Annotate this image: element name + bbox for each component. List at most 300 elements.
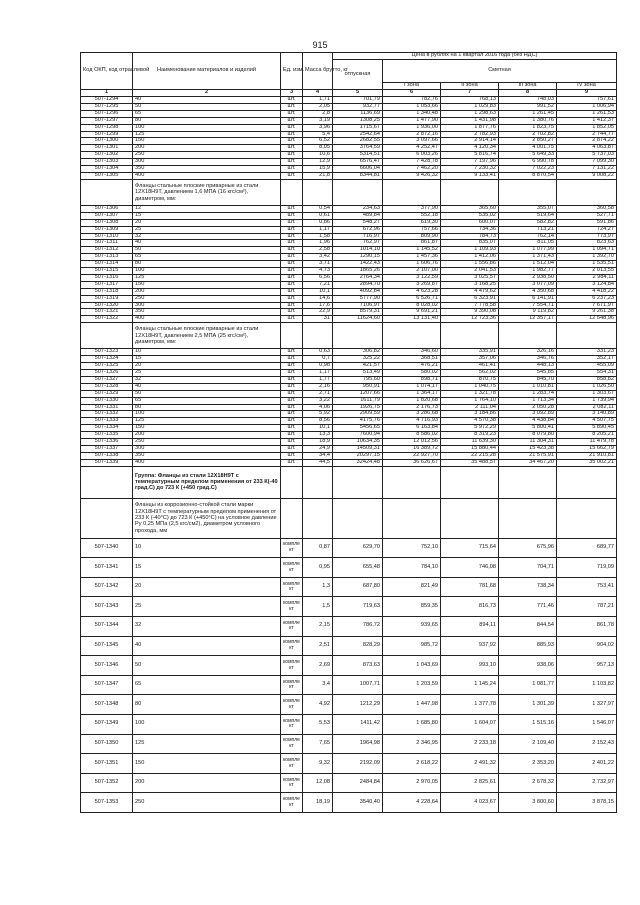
price-zone3: 6 141,91 [499, 295, 557, 302]
price-release: 687,80 [333, 577, 383, 597]
item-name: 100 [133, 268, 281, 275]
item-name: 250 [133, 793, 281, 813]
price-zone1: 861,87 [383, 240, 441, 247]
price-zone2: 1 431,98 [441, 117, 499, 124]
table-row [81, 172, 617, 179]
item-unit: компле кт [281, 773, 303, 793]
column-number: 1 [81, 90, 133, 97]
item-name: 32 [133, 233, 281, 240]
price-zone2: 2 782,93 [441, 131, 499, 138]
item-unit: шт. [281, 131, 303, 138]
item-code: 507-1336 [81, 439, 133, 446]
price-zone1: 1 936,00 [383, 124, 441, 131]
price-release: 950,91 [333, 383, 383, 390]
price-zone1: 13 131,40 [383, 316, 441, 323]
item-unit: шт. [281, 110, 303, 117]
price-zone2: 22 215,28 [441, 452, 499, 459]
price-zone2: 357,06 [441, 356, 499, 363]
item-name: 25 [133, 226, 281, 233]
item-unit: шт. [281, 212, 303, 219]
item-mass: 10,6 [303, 152, 333, 159]
zone4-header: IV зона [557, 83, 617, 90]
price-zone3: 1 380,76 [499, 117, 557, 124]
price-zone4: 3 878,15 [557, 793, 617, 813]
item-name: 125 [133, 131, 281, 138]
table-row [81, 734, 617, 754]
price-zone1: 2 618,22 [383, 754, 441, 774]
item-code: 507-1294 [81, 97, 133, 104]
item-mass: 3,71 [303, 261, 333, 268]
price-zone2: 4 479,62 [441, 288, 499, 295]
item-mass: 31 [303, 316, 333, 323]
price-zone1: 4 623,28 [383, 288, 441, 295]
price-zone4: 1 006,94 [557, 103, 617, 110]
item-name: 65 [133, 397, 281, 404]
price-zone1: 9 426,32 [383, 172, 441, 179]
item-unit: шт. [281, 124, 303, 131]
empty-cell [333, 498, 383, 538]
item-name: 50 [133, 656, 281, 676]
price-zone2: 2 111,04 [441, 404, 499, 411]
price-zone1: 3 122,59 [383, 274, 441, 281]
item-code: 507-1353 [81, 793, 133, 813]
item-code: 507-1316 [81, 274, 133, 281]
price-release: 3540,40 [333, 793, 383, 813]
price-zone1: 6 526,71 [383, 295, 441, 302]
item-unit: шт. [281, 356, 303, 363]
item-mass: 3,96 [303, 124, 333, 131]
item-unit: компле кт [281, 793, 303, 813]
price-release: 795,60 [333, 376, 383, 383]
price-release: 4092,84 [333, 288, 383, 295]
item-code: 507-1338 [81, 452, 133, 459]
item-name: 300 [133, 445, 281, 452]
item-unit: шт. [281, 390, 303, 397]
price-zone1: 1 074,17 [383, 383, 441, 390]
item-unit: шт. [281, 418, 303, 425]
price-zone2: 870,75 [441, 376, 499, 383]
item-code: 507-1300 [81, 138, 133, 145]
empty-cell [303, 466, 333, 498]
item-unit: компле кт [281, 597, 303, 617]
item-mass: 12,08 [303, 773, 333, 793]
item-code: 507-1315 [81, 268, 133, 275]
item-mass: 3,4 [303, 675, 333, 695]
price-zone3: 1 261,45 [499, 110, 557, 117]
price-zone2: 3 184,86 [441, 411, 499, 418]
price-zone3: 1 512,04 [499, 261, 557, 268]
price-zone2: 2 825,61 [441, 773, 499, 793]
item-code [81, 466, 133, 498]
price-zone4: 4 507,75 [557, 418, 617, 425]
item-mass: 24,9 [303, 445, 333, 452]
price-zone1: 12 012,56 [383, 439, 441, 446]
price-zone1: 1 043,69 [383, 656, 441, 676]
price-zone4: 861,78 [557, 617, 617, 637]
price-zone1: 1 364,17 [383, 390, 441, 397]
item-mass: 2,15 [303, 617, 333, 637]
price-zone4: 689,77 [557, 538, 617, 558]
price-release: 1926,75 [333, 404, 383, 411]
price-zone3: 713,21 [499, 226, 557, 233]
price-release: 873,63 [333, 656, 383, 676]
price-zone2: 7 197,96 [441, 159, 499, 166]
price-zone2: 937,92 [441, 636, 499, 656]
price-zone3: 1 301,39 [499, 695, 557, 715]
price-zone1: 757,66 [383, 226, 441, 233]
price-zone1: 3 286,68 [383, 411, 441, 418]
price-zone3: 2 353,20 [499, 754, 557, 774]
column-number: 4 [303, 90, 333, 97]
item-name: 250 [133, 295, 281, 302]
price-zone4: 527,71 [557, 212, 617, 219]
item-code: 507-1301 [81, 145, 133, 152]
price-zone4: 904,02 [557, 636, 617, 656]
price-release: 629,70 [333, 538, 383, 558]
item-unit: шт. [281, 309, 303, 316]
price-zone3: 582,82 [499, 219, 557, 226]
price-zone2: 1 145,24 [441, 675, 499, 695]
item-unit: шт. [281, 145, 303, 152]
price-release: 2542,64 [333, 131, 383, 138]
item-code: 507-1302 [81, 152, 133, 159]
item-unit: шт. [281, 445, 303, 452]
price-zone3: 771,46 [499, 597, 557, 617]
price-zone2: 715,64 [441, 538, 499, 558]
price-zone1: 9 691,21 [383, 309, 441, 316]
price-zone3: 1 081,77 [499, 675, 557, 695]
item-unit: компле кт [281, 754, 303, 774]
price-zone1: 821,49 [383, 577, 441, 597]
price-zone1: 2 872,16 [383, 131, 441, 138]
price-zone3: 1 010,81 [499, 383, 557, 390]
price-zone2: 781,68 [441, 577, 499, 597]
price-zone1: 7 428,78 [383, 159, 441, 166]
price-zone2: 8 319,23 [441, 432, 499, 439]
price-zone3: 1 515,16 [499, 715, 557, 735]
empty-cell [281, 498, 303, 538]
price-zone4: 724,27 [557, 226, 617, 233]
item-code: 507-1313 [81, 254, 133, 261]
empty-cell [303, 179, 333, 205]
price-zone2: 562,02 [441, 370, 499, 377]
price-zone2: 3 168,25 [441, 281, 499, 288]
item-unit: шт. [281, 268, 303, 275]
table-row [81, 793, 617, 813]
item-unit: шт. [281, 452, 303, 459]
price-zone3: 3 092,89 [499, 411, 557, 418]
empty-cell [557, 466, 617, 498]
price-zone4: 7 131,22 [557, 166, 617, 173]
price-zone2: 2 914,14 [441, 138, 499, 145]
item-mass: 3,42 [303, 254, 333, 261]
item-unit: компле кт [281, 675, 303, 695]
item-unit: шт. [281, 226, 303, 233]
price-zone3: 519,64 [499, 212, 557, 219]
price-zone1: 1 457,36 [383, 254, 441, 261]
item-code: 507-1304 [81, 166, 133, 173]
price-release: 11624,60 [333, 316, 383, 323]
item-code: 507-1337 [81, 445, 133, 452]
empty-cell [383, 498, 441, 538]
price-zone3: 738,34 [499, 577, 557, 597]
item-name: 350 [133, 452, 281, 459]
empty-cell [441, 466, 499, 498]
price-zone3: 2 850,27 [499, 138, 557, 145]
price-zone1: 8 028,02 [383, 302, 441, 309]
price-zone2: 1 029,83 [441, 103, 499, 110]
price-zone1: 1 685,80 [383, 715, 441, 735]
item-unit: шт. [281, 166, 303, 173]
item-name: 200 [133, 773, 281, 793]
price-zone4: 35 002,21 [557, 459, 617, 466]
item-code: 507-1344 [81, 617, 133, 637]
price-release: 5314,51 [333, 152, 383, 159]
price-zone4: 554,31 [557, 370, 617, 377]
item-code: 507-1333 [81, 418, 133, 425]
price-zone2: 365,60 [441, 205, 499, 212]
price-zone2: 12 723,36 [441, 316, 499, 323]
item-unit: шт. [281, 172, 303, 179]
price-zone3: 675,96 [499, 538, 557, 558]
price-zone4: 4 063,87 [557, 145, 617, 152]
item-code: 507-1329 [81, 390, 133, 397]
table-row [81, 538, 617, 558]
item-code: 507-1351 [81, 754, 133, 774]
item-name: 32 [133, 376, 281, 383]
price-release: 6576,47 [333, 159, 383, 166]
price-zone3: 545,85 [499, 370, 557, 377]
item-name: 80 [133, 695, 281, 715]
item-name: 125 [133, 274, 281, 281]
price-release: 306,82 [333, 349, 383, 356]
price-zone1: 619,30 [383, 219, 441, 226]
price-zone2: 6 323,91 [441, 295, 499, 302]
item-code: 507-1306 [81, 205, 133, 212]
price-zone1: 782,76 [383, 97, 441, 104]
item-unit: шт. [281, 117, 303, 124]
item-name: 40 [133, 636, 281, 656]
price-release: 828,29 [333, 636, 383, 656]
table-row [81, 754, 617, 774]
item-name: 20 [133, 577, 281, 597]
price-zone2: 4 570,38 [441, 418, 499, 425]
price-zone4: 2 732,97 [557, 773, 617, 793]
item-code: 507-1335 [81, 432, 133, 439]
table-row [81, 675, 617, 695]
empty-cell [333, 323, 383, 349]
item-code [81, 323, 133, 349]
item-mass: 2,71 [303, 390, 333, 397]
price-zone2: 1 377,78 [441, 695, 499, 715]
item-code: 507-1298 [81, 124, 133, 131]
price-zone4: 823,63 [557, 240, 617, 247]
table-row [81, 597, 617, 617]
item-unit: шт. [281, 370, 303, 377]
item-name: 20 [133, 363, 281, 370]
price-zone4: 2 874,22 [557, 138, 617, 145]
item-mass: 12,9 [303, 159, 333, 166]
item-name: 350 [133, 166, 281, 173]
price-zone1: 6 163,84 [383, 425, 441, 432]
item-mass: 18,9 [303, 439, 333, 446]
price-zone2: 9 390,08 [441, 309, 499, 316]
price-zone2: 5 972,29 [441, 425, 499, 432]
item-code: 507-1346 [81, 656, 133, 676]
price-release: 1715,67 [333, 124, 383, 131]
item-code: 507-1308 [81, 219, 133, 226]
price-zone1: 346,60 [383, 349, 441, 356]
item-name: 32 [133, 617, 281, 637]
price-zone4: 1 303,67 [557, 390, 617, 397]
price-zone3: 3 800,60 [499, 793, 557, 813]
price-zone4: 5 737,03 [557, 152, 617, 159]
price-zone1: 368,51 [383, 356, 441, 363]
item-code: 507-1307 [81, 212, 133, 219]
item-name: 40 [133, 240, 281, 247]
price-zone3: 1 371,43 [499, 254, 557, 261]
price-zone3: 326,16 [499, 349, 557, 356]
price-zone3: 7 022,23 [499, 166, 557, 173]
item-unit: шт. [281, 459, 303, 466]
price-zone4: 3 124,84 [557, 281, 617, 288]
item-mass: 2,16 [303, 383, 333, 390]
price-zone4: 858,82 [557, 376, 617, 383]
price-zone3: 3 077,09 [499, 281, 557, 288]
price-zone2: 993,10 [441, 656, 499, 676]
price-zone4: 9 261,38 [557, 309, 617, 316]
item-name: 80 [133, 117, 281, 124]
item-mass: 2,69 [303, 656, 333, 676]
price-release: 1212,29 [333, 695, 383, 715]
item-name: 400 [133, 316, 281, 323]
item-unit: шт. [281, 103, 303, 110]
price-release: 5456,65 [333, 425, 383, 432]
price-zone3: 2 678,32 [499, 773, 557, 793]
price-zone4: 2 744,77 [557, 131, 617, 138]
price-zone4: 753,41 [557, 577, 617, 597]
price-zone1: 752,10 [383, 538, 441, 558]
price-zone3: 9 119,82 [499, 309, 557, 316]
price-release: 1136,69 [333, 110, 383, 117]
price-release: 1007,71 [333, 675, 383, 695]
price-zone4: 4 418,22 [557, 288, 617, 295]
price-zone3: 448,13 [499, 363, 557, 370]
price-release: 8579,31 [333, 309, 383, 316]
item-code: 507-1299 [81, 131, 133, 138]
item-code: 507-1317 [81, 281, 133, 288]
empty-cell [281, 323, 303, 349]
item-name: 100 [133, 411, 281, 418]
price-zone2: 1 298,63 [441, 110, 499, 117]
price-zone3: 2 938,50 [499, 274, 557, 281]
item-unit: компле кт [281, 538, 303, 558]
item-code: 507-1343 [81, 597, 133, 617]
price-zone1: 2 970,05 [383, 773, 441, 793]
item-mass: 2,05 [303, 103, 333, 110]
price-release: 1611,79 [333, 397, 383, 404]
item-mass: 0,95 [303, 558, 333, 578]
item-name: 20 [133, 219, 281, 226]
item-mass: 18,19 [303, 793, 333, 813]
price-zone4: 1 261,53 [557, 110, 617, 117]
item-unit: шт. [281, 254, 303, 261]
price-zone3: 2 702,82 [499, 131, 557, 138]
price-release: 2682,55 [333, 138, 383, 145]
price-zone2: 835,07 [441, 240, 499, 247]
price-zone3: 12 357,17 [499, 316, 557, 323]
table-row [81, 695, 617, 715]
price-zone1: 809,90 [383, 233, 441, 240]
price-release: 1865,26 [333, 268, 383, 275]
price-zone3: 7 554,71 [499, 302, 557, 309]
item-unit: шт. [281, 138, 303, 145]
item-mass: 0,7 [303, 356, 333, 363]
price-zone3: 355,07 [499, 205, 557, 212]
item-code: 507-1296 [81, 110, 133, 117]
price-zone4: 1 739,94 [557, 397, 617, 404]
item-unit: шт. [281, 425, 303, 432]
item-mass: 34,4 [303, 452, 333, 459]
price-zone1: 2 346,95 [383, 734, 441, 754]
price-zone3: 346,76 [499, 356, 557, 363]
price-zone1: 4 228,64 [383, 793, 441, 813]
price-zone1: 1 606,76 [383, 261, 441, 268]
price-zone3: 5 649,33 [499, 152, 557, 159]
item-mass: 10,1 [303, 425, 333, 432]
item-code: 507-1310 [81, 233, 133, 240]
column-number: 6 [383, 90, 441, 97]
item-unit: шт. [281, 411, 303, 418]
price-zone2: 461,41 [441, 363, 499, 370]
price-zone2: 2 233,18 [441, 734, 499, 754]
item-code [81, 179, 133, 205]
item-mass: 0,86 [303, 219, 333, 226]
price-release: 489,84 [333, 212, 383, 219]
price-zone3: 991,52 [499, 103, 557, 110]
price-zone4: 773,97 [557, 233, 617, 240]
item-mass: 0,63 [303, 349, 333, 356]
item-mass: 6,56 [303, 274, 333, 281]
price-title-header: Цена в рублях на 1 квартал 2016 года (без НДС) [333, 53, 617, 60]
price-release: 234,63 [333, 205, 383, 212]
price-zone3: 4 001,75 [499, 145, 557, 152]
item-code: 507-1352 [81, 773, 133, 793]
price-zone2: 768,13 [441, 97, 499, 104]
price-zone3: 1 283,74 [499, 390, 557, 397]
empty-cell [441, 323, 499, 349]
price-zone3: 5 800,41 [499, 425, 557, 432]
table-header [81, 53, 617, 97]
price-zone1: 3 097,66 [383, 138, 441, 145]
item-code: 507-1314 [81, 261, 133, 268]
zone2-header: II зона [441, 83, 499, 90]
col-name-header: Наименование материалов и изделий [133, 53, 281, 90]
price-zone4: 360,58 [557, 205, 617, 212]
price-release: 932,77 [333, 103, 383, 110]
item-name: 12 [133, 205, 281, 212]
item-mass: 2,8 [303, 110, 333, 117]
item-unit: шт. [281, 240, 303, 247]
price-release: 1422,43 [333, 261, 383, 268]
item-mass: 1,3 [303, 577, 333, 597]
item-code: 507-1332 [81, 411, 133, 418]
empty-cell [333, 179, 383, 205]
price-release: 32424,48 [333, 459, 383, 466]
item-mass: 14,6 [303, 295, 333, 302]
price-zone2: 7 778,58 [441, 302, 499, 309]
item-unit: компле кт [281, 577, 303, 597]
